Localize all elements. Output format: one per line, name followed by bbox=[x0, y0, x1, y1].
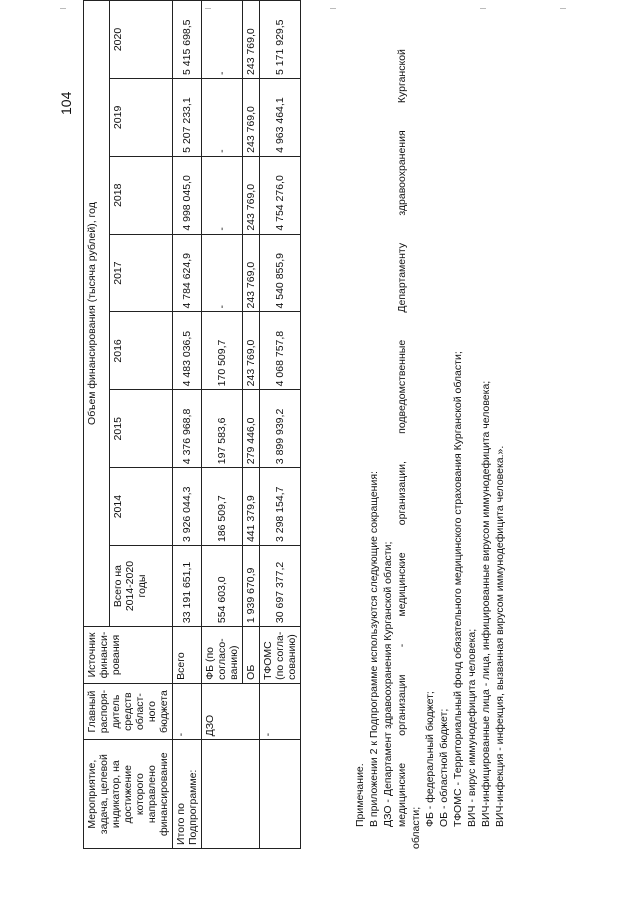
cell-manager: ДЗО bbox=[202, 683, 260, 740]
cell-year-value: 170 509,7 bbox=[202, 312, 243, 390]
notes-item: ОБ - областной бюджет; bbox=[438, 708, 450, 827]
notes-block bbox=[353, 49, 507, 849]
cell-year-value: 4 754 276,0 bbox=[260, 156, 301, 234]
cell-total: 30 697 377,2 bbox=[260, 546, 301, 627]
scan-artifact bbox=[480, 8, 486, 9]
cell-year-value: - bbox=[202, 78, 243, 156]
cell-year-value: 243 769,0 bbox=[243, 78, 260, 156]
table-header-row bbox=[84, 1, 110, 849]
notes-intro: В приложении 2 к Подпрограмме используются следующие сокращения: bbox=[368, 471, 380, 827]
cell-activity bbox=[260, 740, 301, 849]
notes-title: Примечание. bbox=[354, 763, 366, 827]
header-total: Всего на 2014-2020 годы bbox=[110, 546, 173, 627]
notes-mo-definition: медицинские организации - медицинские организации, подведомственные Департаменту здравоохранения Курганской bbox=[396, 49, 408, 827]
cell-source: Всего bbox=[173, 627, 202, 684]
cell-year-value: 4 963 464,1 bbox=[260, 78, 301, 156]
cell-year-value: 5 207 233,1 bbox=[173, 78, 202, 156]
cell-manager: - bbox=[260, 683, 301, 740]
cell-activity: Итого по Подпрограмме: bbox=[173, 740, 202, 849]
notes-dzo: ДЗО - Департамент здравоохранения Курганской области; bbox=[382, 541, 394, 827]
cell-source: ТФОМС (по согла-сованию) bbox=[260, 627, 301, 684]
cell-year-value: 3 298 154,7 bbox=[260, 468, 301, 546]
header-year: 2020 bbox=[110, 1, 173, 79]
scan-artifact bbox=[330, 8, 336, 9]
header-activity: Мероприятие, задача, целевой индикатор, на достижение которого направлено финансирование bbox=[84, 740, 173, 849]
cell-year-value: 243 769,0 bbox=[243, 1, 260, 79]
notes-item: ВИЧ-инфицированные лица - лица, инфицированные вирусом иммунодефицита человека; bbox=[480, 380, 492, 827]
table-row bbox=[173, 1, 202, 849]
cell-source: ФБ (по согласо-ванию) bbox=[202, 627, 243, 684]
scan-artifact bbox=[60, 8, 66, 9]
cell-year-value: 4 068 757,8 bbox=[260, 312, 301, 390]
notes-item: ВИЧ - вирус иммунодефицита человека; bbox=[466, 628, 478, 827]
table-row bbox=[202, 1, 243, 849]
cell-year-value: 4 540 855,9 bbox=[260, 234, 301, 312]
cell-total: 33 191 651,1 bbox=[173, 546, 202, 627]
cell-year-value: 186 509,7 bbox=[202, 468, 243, 546]
cell-year-value: 5 171 929,5 bbox=[260, 1, 301, 79]
cell-year-value: 243 769,0 bbox=[243, 234, 260, 312]
cell-total: 1 939 670,9 bbox=[243, 546, 260, 627]
header-year: 2016 bbox=[110, 312, 173, 390]
notes-item: ВИЧ-инфекция - инфекция, вызванная вирусом иммунодефицита человека.». bbox=[494, 445, 506, 827]
cell-manager: - bbox=[173, 683, 202, 740]
cell-total: 554 603,0 bbox=[202, 546, 243, 627]
cell-year-value: 3 899 939,2 bbox=[260, 390, 301, 468]
cell-year-value: 197 583,6 bbox=[202, 390, 243, 468]
header-source: Источник финанси- рования bbox=[84, 627, 173, 684]
cell-year-value: - bbox=[202, 1, 243, 79]
cell-year-value: - bbox=[202, 156, 243, 234]
header-volume: Объем финансирования (тысяча рублей), год bbox=[84, 1, 110, 627]
header-year: 2014 bbox=[110, 468, 173, 546]
scan-artifact bbox=[560, 8, 566, 9]
cell-year-value: 243 769,0 bbox=[243, 312, 260, 390]
financing-table bbox=[83, 0, 301, 849]
cell-year-value: 243 769,0 bbox=[243, 156, 260, 234]
notes-item: ТФОМС - Территориальный фонд обязательного медицинского страхования Курганской области; bbox=[452, 351, 464, 827]
cell-year-value: 4 376 968,8 bbox=[173, 390, 202, 468]
notes-item: ФБ - федеральный бюджет; bbox=[424, 691, 436, 827]
cell-year-value: 4 784 624,9 bbox=[173, 234, 202, 312]
header-year: 2017 bbox=[110, 234, 173, 312]
header-year: 2015 bbox=[110, 390, 173, 468]
header-year: 2019 bbox=[110, 78, 173, 156]
cell-year-value: 279 446,0 bbox=[243, 390, 260, 468]
cell-year-value: 5 415 698,5 bbox=[173, 1, 202, 79]
cell-year-value: 3 926 044,3 bbox=[173, 468, 202, 546]
table-row bbox=[260, 1, 301, 849]
cell-activity bbox=[202, 740, 260, 849]
cell-year-value: 4 483 036,5 bbox=[173, 312, 202, 390]
scan-artifact bbox=[205, 8, 211, 9]
page-number: 104 bbox=[58, 91, 74, 115]
cell-year-value: 441 379,9 bbox=[243, 468, 260, 546]
cell-year-value: - bbox=[202, 234, 243, 312]
header-year: 2018 bbox=[110, 156, 173, 234]
cell-year-value: 4 998 045,0 bbox=[173, 156, 202, 234]
notes-mo-end: области; bbox=[410, 806, 422, 849]
header-manager: Главный распоря- дитель средств област- ного бюджета bbox=[84, 683, 173, 740]
cell-source: ОБ bbox=[243, 627, 260, 684]
